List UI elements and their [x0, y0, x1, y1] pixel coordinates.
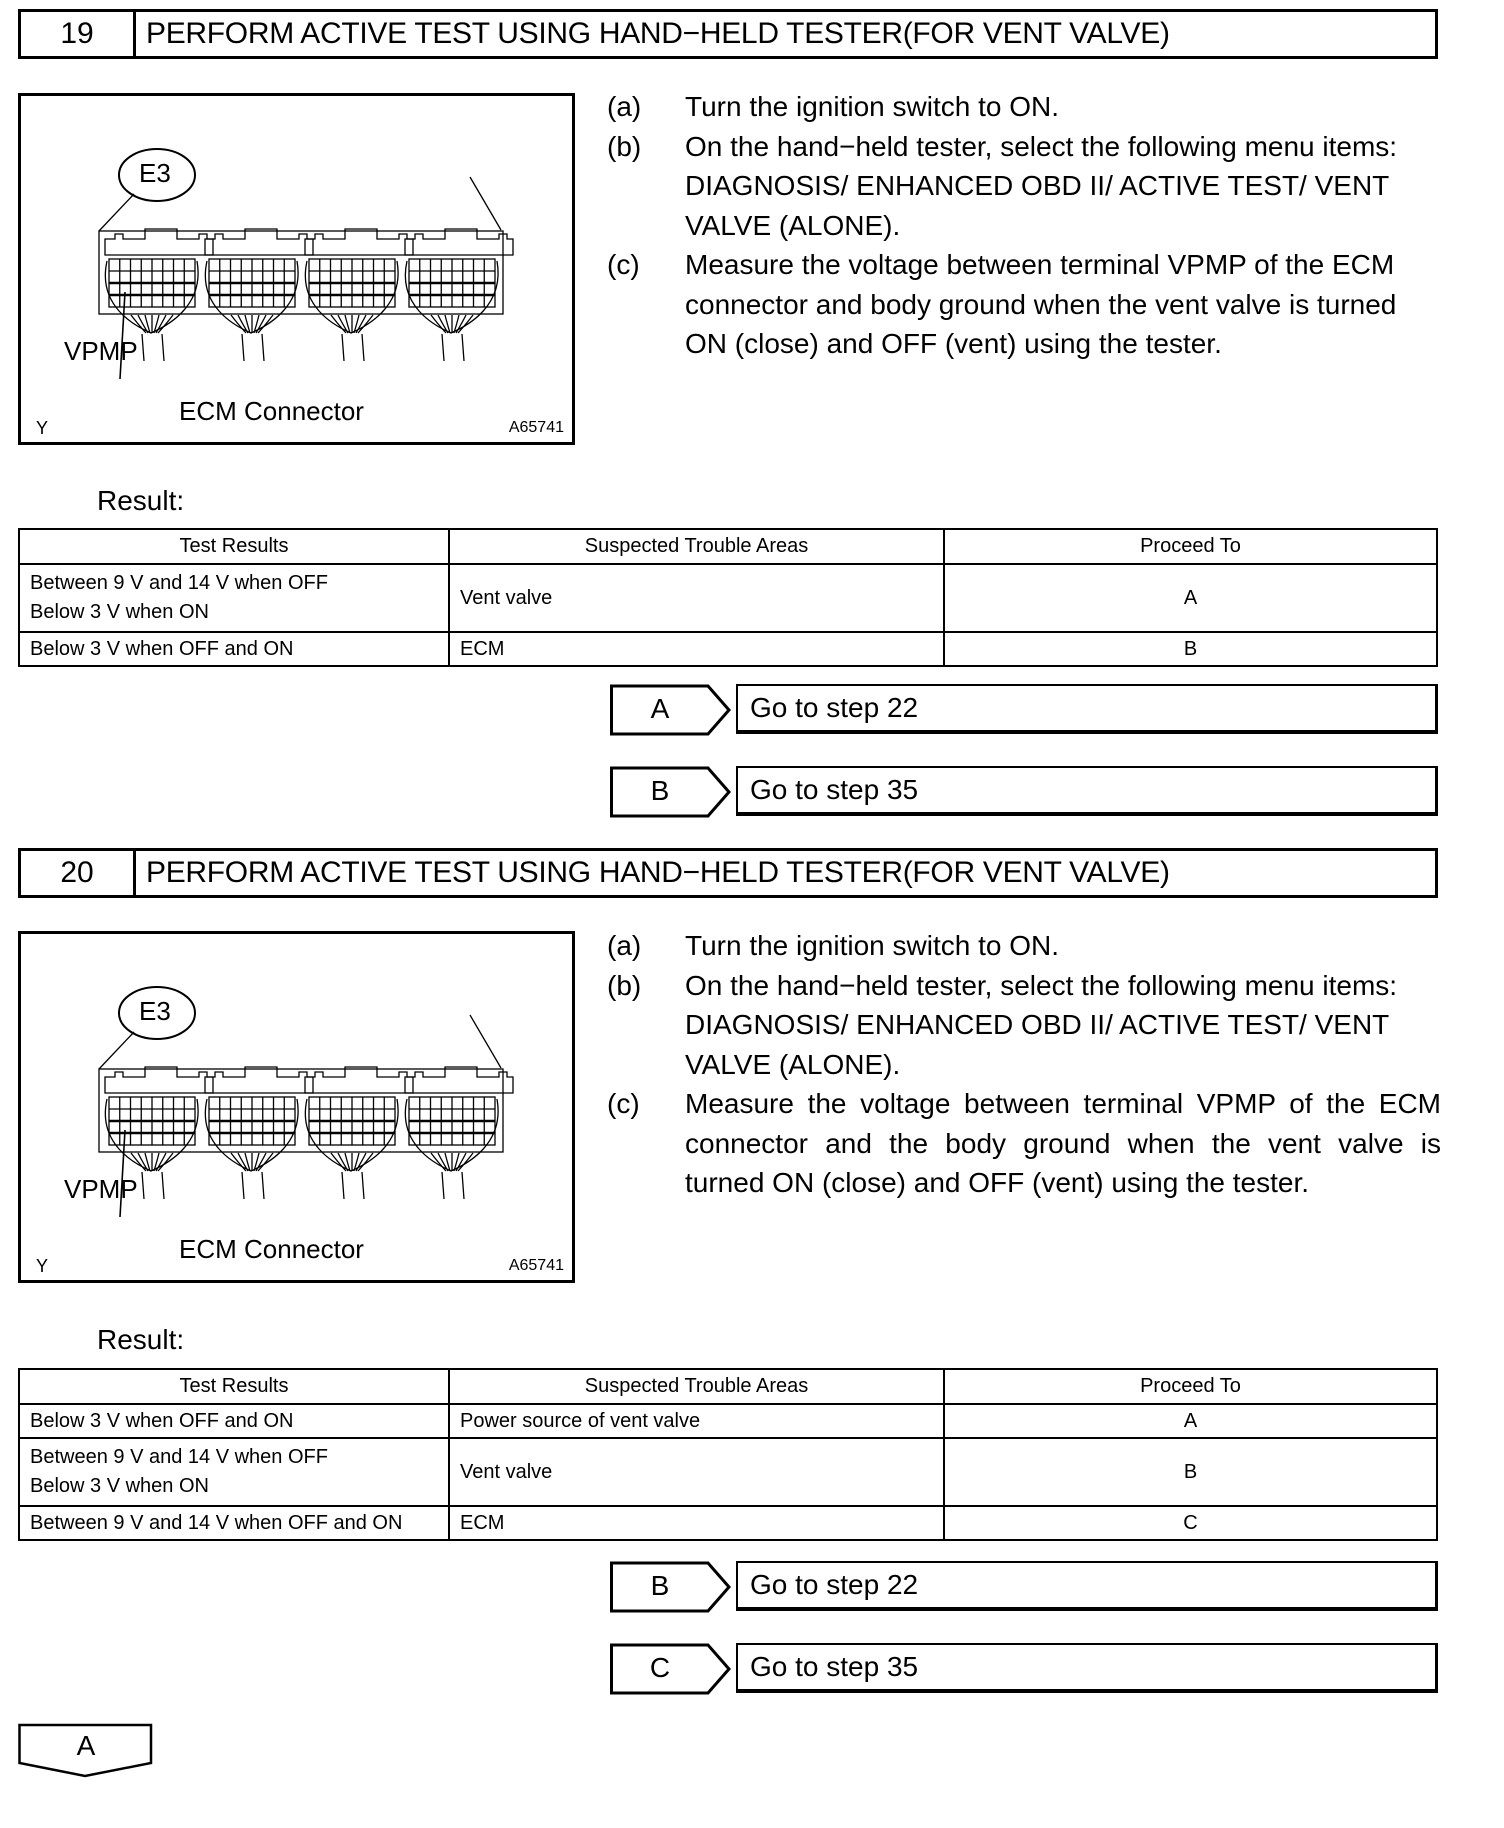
step-text: [685, 87, 1441, 127]
result-label: Result:: [97, 485, 185, 516]
test-result-line: Between 9 V and 14 V when OFF: [30, 1446, 328, 1468]
text-line: VALVE (ALONE).: [685, 209, 901, 241]
step-text: [685, 245, 1441, 364]
table-row: [19, 564, 1437, 632]
step-title: PERFORM ACTIVE TEST USING HAND−HELD TESTER(FOR VENT VALVE): [146, 17, 1170, 50]
connector-module: [305, 1067, 413, 1199]
connector-illustration: [21, 934, 572, 1280]
connector-module: [405, 229, 513, 361]
test-result-line: Below 3 V when OFF and ON: [30, 1409, 294, 1432]
test-result-line: Below 3 V when OFF and ON: [30, 637, 294, 660]
step-header: [18, 848, 1438, 898]
goto-text: Go to step 35: [736, 766, 1438, 816]
table-row: [19, 1404, 1437, 1438]
step-number: 20: [21, 851, 136, 895]
leader-line: [99, 1032, 134, 1069]
goto-label-arrow: [610, 766, 728, 816]
goto-b[interactable]: [610, 766, 1438, 816]
goto-c[interactable]: [610, 1643, 1438, 1693]
ecm-connector-diagram: [18, 931, 575, 1283]
step-key: (a): [607, 91, 642, 122]
step-number: 19: [21, 12, 136, 56]
table-header-row: [19, 1369, 1437, 1404]
text-line: Turn the ignition switch to ON.: [685, 930, 1060, 961]
text-line: connector and body ground when the vent valve is turned: [685, 288, 1397, 320]
terminal-label: VPMP: [64, 1174, 138, 1204]
figure-id: A65741: [508, 1257, 564, 1274]
column-header: Proceed To: [944, 1369, 1437, 1404]
instructions: [607, 87, 1441, 364]
test-result-line: Below 3 V when ON: [30, 601, 209, 623]
connector-module: [205, 229, 313, 361]
text-line: Turn the ignition switch to ON.: [685, 91, 1060, 122]
text-line: On the hand−held tester, select the following menu items:: [685, 130, 1398, 162]
instruction-step: [607, 87, 1441, 127]
column-header: Suspected Trouble Areas: [449, 529, 944, 564]
instruction-step: [607, 966, 1441, 1085]
step-key: (b): [607, 130, 642, 162]
text-line: Measure the voltage between terminal VPMP of the ECM: [685, 1088, 1441, 1119]
text-line: DIAGNOSIS/ ENHANCED OBD II/ ACTIVE TEST/ VENT: [685, 1009, 1390, 1040]
step-text: [685, 926, 1441, 966]
step-text: [685, 966, 1441, 1085]
leader-line: [470, 1015, 501, 1068]
instruction-step: [607, 127, 1441, 246]
goto-label-arrow: [610, 1561, 728, 1611]
goto-label: B: [650, 1570, 670, 1601]
text-line: DIAGNOSIS/ ENHANCED OBD II/ ACTIVE TEST/ VENT: [685, 170, 1390, 201]
goto-b[interactable]: [610, 1561, 1438, 1611]
table-row: [19, 1506, 1437, 1540]
test-result-cell: [19, 564, 449, 632]
diagram-corner-mark: Y: [36, 1256, 49, 1276]
proceed-to-cell: B: [944, 1438, 1437, 1506]
goto-a[interactable]: [610, 684, 1438, 734]
test-result-line: Below 3 V when ON: [30, 1475, 209, 1497]
table-row: [19, 632, 1437, 666]
instruction-step: [607, 926, 1441, 966]
proceed-to-cell: A: [944, 1404, 1437, 1438]
text-line: ON (close) and OFF (vent) using the tester.: [685, 328, 1222, 359]
connector-body: [99, 231, 503, 314]
goto-text: Go to step 22: [736, 1561, 1438, 1611]
text-line: Measure the voltage between terminal VPMP of the ECM: [685, 249, 1395, 280]
text-line: turned ON (close) and OFF (vent) using the tester.: [685, 1167, 1310, 1198]
terminal-label: VPMP: [64, 336, 138, 366]
text-line: On the hand−held tester, select the following menu items:: [685, 969, 1398, 1001]
connector-module: [305, 229, 413, 361]
text-line: VALVE (ALONE).: [685, 1048, 901, 1080]
trouble-area-cell: Vent valve: [449, 564, 944, 632]
test-result-line: Between 9 V and 14 V when OFF and ON: [30, 1511, 403, 1534]
instructions: [607, 926, 1441, 1203]
goto-label-arrow: [610, 684, 728, 734]
proceed-to-cell: C: [944, 1506, 1437, 1540]
diagram-corner-mark: Y: [36, 418, 49, 438]
instruction-step: [607, 245, 1441, 364]
proceed-to-cell: A: [944, 564, 1437, 632]
trouble-area-cell: Vent valve: [449, 1438, 944, 1506]
result-table: [18, 528, 1438, 667]
proceed-to-cell: B: [944, 632, 1437, 666]
test-result-cell: [19, 632, 449, 666]
leader-line: [99, 194, 134, 231]
connector-body: [99, 1069, 503, 1152]
trouble-area-cell: ECM: [449, 1506, 944, 1540]
column-header: Test Results: [19, 529, 449, 564]
test-result-line: Between 9 V and 14 V when OFF: [30, 572, 328, 594]
figure-id: A65741: [508, 419, 564, 436]
column-header: Suspected Trouble Areas: [449, 1369, 944, 1404]
trouble-area-cell: ECM: [449, 632, 944, 666]
instruction-step: [607, 1084, 1441, 1203]
goto-label: B: [650, 775, 670, 806]
diagram-caption: ECM Connector: [179, 1234, 364, 1264]
text-line: connector and the body ground when the vent valve is: [685, 1127, 1441, 1159]
connector-module: [205, 1067, 313, 1199]
connector-module: [405, 1067, 513, 1199]
test-result-cell: [19, 1404, 449, 1438]
continue-label: A: [76, 1730, 96, 1761]
connector-illustration: [21, 96, 572, 442]
test-result-cell: [19, 1506, 449, 1540]
result-table: [18, 1368, 1438, 1541]
table-header-row: [19, 529, 1437, 564]
column-header: Test Results: [19, 1369, 449, 1404]
goto-text: Go to step 35: [736, 1643, 1438, 1693]
step-text: [685, 127, 1441, 246]
continue-marker[interactable]: [18, 1722, 154, 1778]
test-result-cell: [19, 1438, 449, 1506]
leader-line: [470, 177, 501, 230]
diagram-caption: ECM Connector: [179, 396, 364, 426]
step-key: (c): [607, 249, 640, 280]
result-label: Result:: [97, 1324, 185, 1355]
connector-id-label: E3: [139, 158, 171, 188]
step-key: (c): [607, 1088, 640, 1119]
step-key: (a): [607, 930, 642, 961]
step-header: [18, 9, 1438, 59]
step-title: PERFORM ACTIVE TEST USING HAND−HELD TESTER(FOR VENT VALVE): [146, 856, 1170, 889]
goto-label: A: [650, 693, 670, 724]
goto-text: Go to step 22: [736, 684, 1438, 734]
step-text: [685, 1084, 1441, 1203]
goto-label-arrow: [610, 1643, 728, 1693]
table-row: [19, 1438, 1437, 1506]
step-key: (b): [607, 969, 642, 1001]
ecm-connector-diagram: [18, 93, 575, 445]
column-header: Proceed To: [944, 529, 1437, 564]
goto-label: C: [649, 1652, 671, 1683]
connector-id-label: E3: [139, 996, 171, 1026]
trouble-area-cell: Power source of vent valve: [449, 1404, 944, 1438]
